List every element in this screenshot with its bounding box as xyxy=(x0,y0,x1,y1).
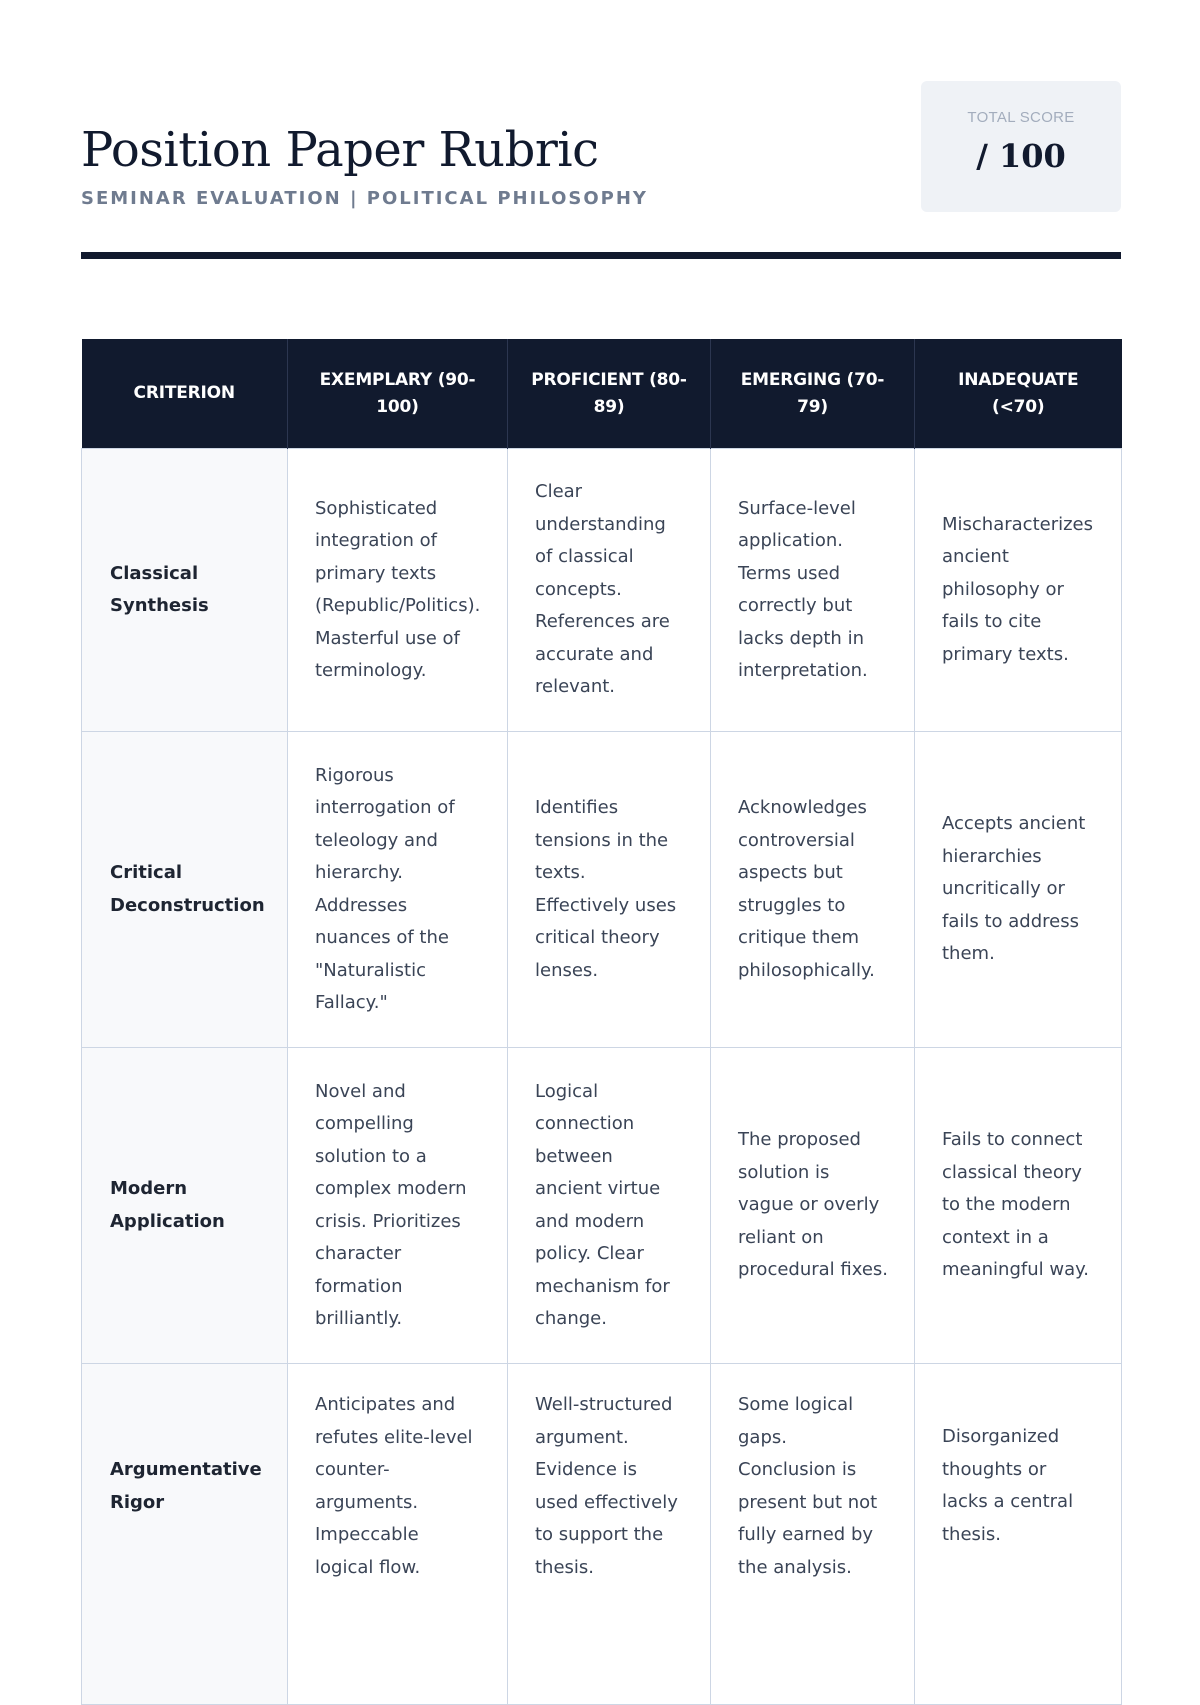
proficient-cell: Logical connection between ancient virtue and modern policy. Clear mechanism for change. xyxy=(508,1048,711,1364)
column-header-criterion: CRITERION xyxy=(82,339,288,449)
inadequate-cell: Accepts ancient hierarchies uncritically or fails to address them. xyxy=(915,732,1122,1048)
rubric-table-body xyxy=(82,449,1122,1705)
column-header-inadequate: INADEQUATE (<70) xyxy=(915,339,1122,449)
emerging-cell: Surface-level application. Terms used correctly but lacks depth in interpretation. xyxy=(711,449,915,732)
header-divider xyxy=(81,252,1121,259)
column-header-proficient: PROFICIENT (80-89) xyxy=(508,339,711,449)
criterion-cell: Argumentative Rigor xyxy=(82,1364,288,1705)
total-score-value: / 100 xyxy=(976,137,1066,175)
inadequate-cell: Fails to connect classical theory to the modern context in a meaningful way. xyxy=(915,1048,1122,1364)
criterion-cell: Critical Deconstruction xyxy=(82,732,288,1048)
table-row xyxy=(82,732,1122,1048)
exemplary-cell: Anticipates and refutes elite-level counter-arguments. Impeccable logical flow. xyxy=(288,1364,508,1705)
header-row xyxy=(82,339,1122,449)
proficient-cell: Clear understanding of classical concepts. References are accurate and relevant. xyxy=(508,449,711,732)
total-score-label: TOTAL SCORE xyxy=(967,109,1075,126)
emerging-cell: Some logical gaps. Conclusion is present but not fully earned by the analysis. xyxy=(711,1364,915,1705)
rubric-table xyxy=(81,339,1122,1705)
emerging-cell: Acknowledges controversial aspects but struggles to critique them philosophically. xyxy=(711,732,915,1048)
inadequate-cell: Disorganized thoughts or lacks a central thesis. xyxy=(915,1364,1122,1705)
criterion-cell: Classical Synthesis xyxy=(82,449,288,732)
rubric-table-head xyxy=(82,339,1122,449)
proficient-cell: Well-structured argument. Evidence is used effectively to support the thesis. xyxy=(508,1364,711,1705)
emerging-cell: The proposed solution is vague or overly reliant on procedural fixes. xyxy=(711,1048,915,1364)
table-row xyxy=(82,1364,1122,1705)
criterion-cell: Modern Application xyxy=(82,1048,288,1364)
inadequate-cell: Mischaracterizes ancient philosophy or fails to cite primary texts. xyxy=(915,449,1122,732)
rubric-page xyxy=(81,0,1121,1578)
rubric-header xyxy=(81,0,1121,259)
page-title: Position Paper Rubric xyxy=(81,122,599,178)
total-score-box xyxy=(921,81,1121,212)
proficient-cell: Identifies tensions in the texts. Effectively uses critical theory lenses. xyxy=(508,732,711,1048)
table-row xyxy=(82,1048,1122,1364)
page-subtitle: SEMINAR EVALUATION | POLITICAL PHILOSOPHY xyxy=(81,188,648,209)
exemplary-cell: Novel and compelling solution to a complex modern crisis. Prioritizes character formation brilliantly. xyxy=(288,1048,508,1364)
exemplary-cell: Rigorous interrogation of teleology and hierarchy. Addresses nuances of the "Naturalistic Fallacy." xyxy=(288,732,508,1048)
column-header-exemplary: EXEMPLARY (90-100) xyxy=(288,339,508,449)
exemplary-cell: Sophisticated integration of primary texts (Republic/Politics). Masterful use of terminology. xyxy=(288,449,508,732)
table-row xyxy=(82,449,1122,732)
column-header-emerging: EMERGING (70-79) xyxy=(711,339,915,449)
